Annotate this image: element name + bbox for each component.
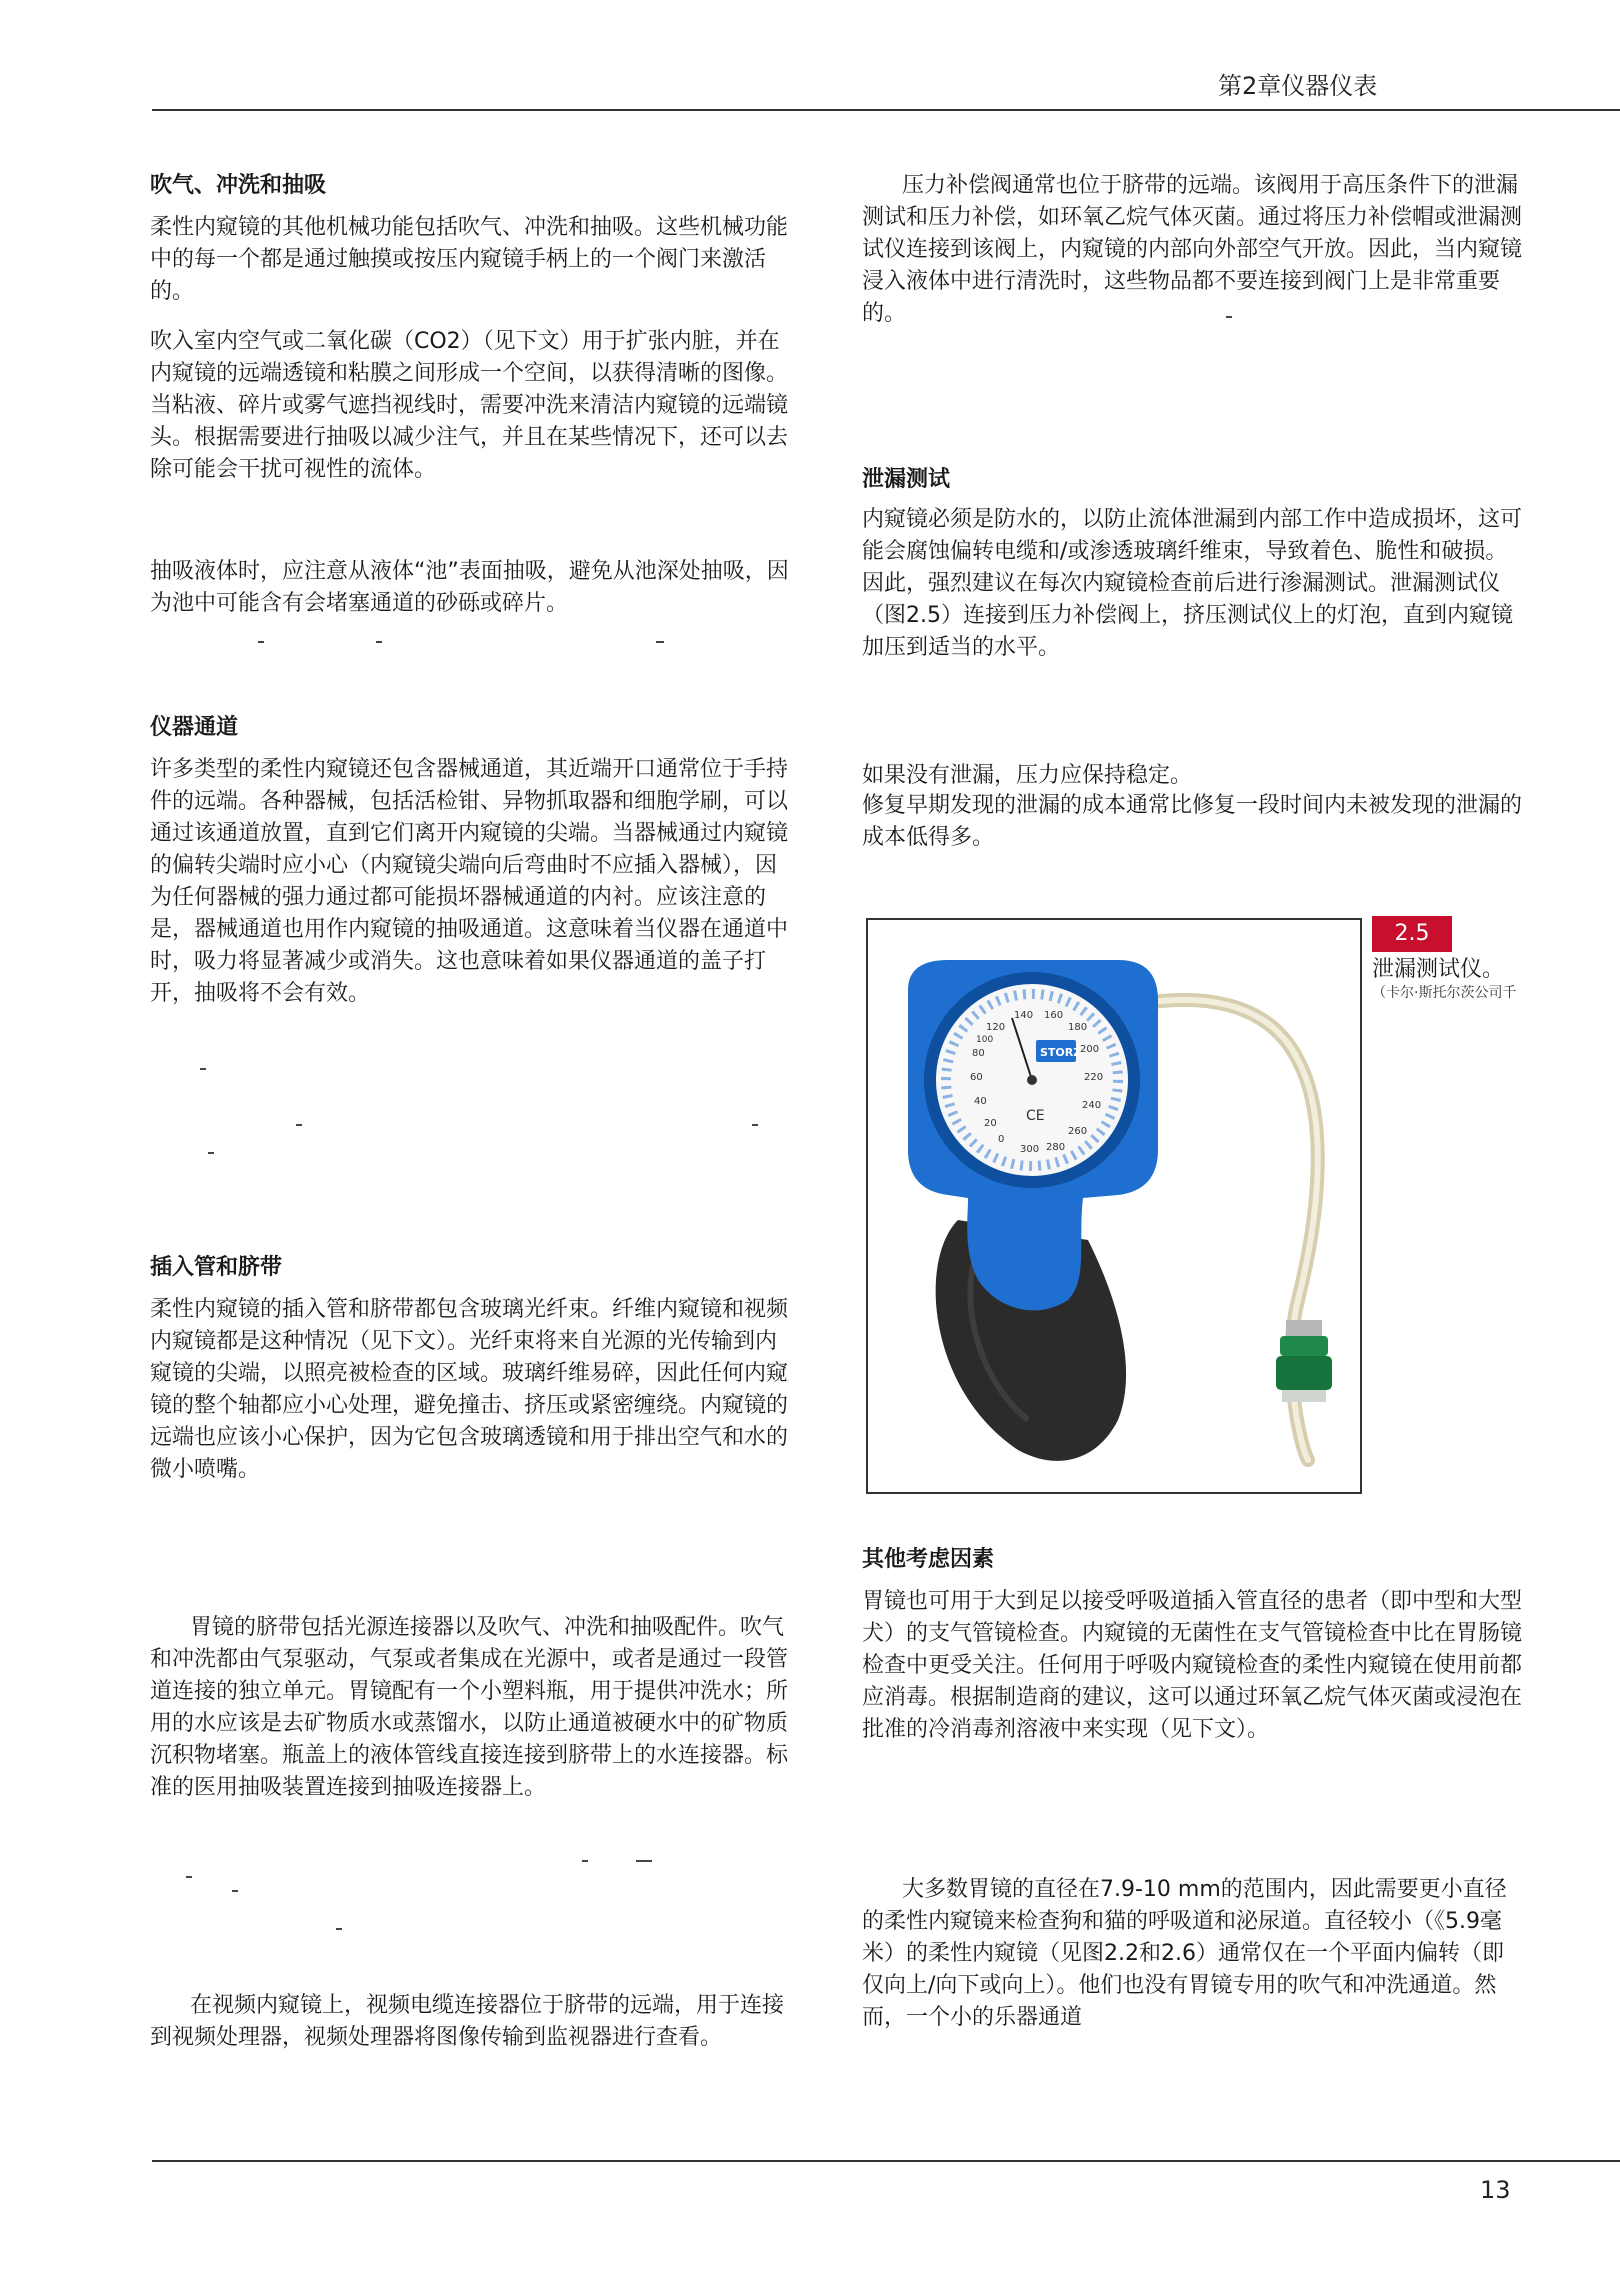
scan-speck xyxy=(656,641,664,643)
scan-speck xyxy=(296,1124,302,1126)
paragraph: 压力补偿阀通常也位于脐带的远端。该阀用于高压条件下的泄漏测试和压力补偿，如环氧乙烷气体灭菌。通过将压力补偿帽或泄漏测试仪连接到该阀上，内窥镜的内部向外部空气开放。因此，当内窥镜浸入液体中进行清洗时，这些物品都不要连接到阀门上是非常重要的。 xyxy=(862,173,1523,326)
gauge-number: 200 xyxy=(1080,1044,1100,1055)
tester-connector xyxy=(1276,1320,1332,1402)
figure-credit: （卡尔·斯托尔茨公司千 xyxy=(1372,985,1517,1001)
figure-frame xyxy=(866,918,1362,1494)
paragraph: 内窥镜必须是防水的，以防止流体泄漏到内部工作中造成损坏，这可能会腐蚀偏转电缆和/或渗透玻璃纤维束，导致着色、脆性和破损。因此，强烈建议在每次内窥镜检查前后进行渗漏测试。泄漏测试仪（图2.5）连接到压力补偿阀上，挤压测试仪上的灯泡，直到内窥镜加压到适当的水平。 xyxy=(862,507,1523,660)
gauge-number: 60 xyxy=(970,1072,983,1083)
scan-speck xyxy=(186,1876,192,1878)
gauge-number: 260 xyxy=(1068,1126,1088,1137)
heading-insertion-tube: 插入管和脐带 xyxy=(150,1255,283,1280)
paragraph: 大多数胃镜的直径在7.9-10 mm的范围内，因此需要更小直径的柔性内窥镜来检查狗和猫的呼吸道和泌尿道。直径较小（《5.9毫米）的柔性内窥镜（见图2.2和2.6）通常仅在一个平面内偏转（即仅向上/向下或向上）。他们也没有胃镜专用的吹气和冲洗通道。然而，一个小的乐器通道 xyxy=(862,1877,1507,2030)
scan-speck xyxy=(232,1890,238,1892)
scan-speck xyxy=(752,1124,758,1126)
scan-speck xyxy=(636,1860,652,1862)
figure-caption: 泄漏测试仪。 xyxy=(1372,957,1505,982)
gauge-number: 80 xyxy=(972,1048,985,1059)
paragraph: 胃镜的脐带包括光源连接器以及吹气、冲洗和抽吸配件。吹气和冲洗都由气泵驱动，气泵或者集成在光源中，或者是通过一段管道连接的独立单元。胃镜配有一个小塑料瓶，用于提供冲洗水；所用的水应该是去矿物质水或蒸馏水，以防止通道被硬水中的矿物质沉积物堵塞。瓶盖上的液体管线直接连接到脐带上的水连接器。标准的医用抽吸装置连接到抽吸连接器上。 xyxy=(150,1615,789,1800)
gauge-number: 300 xyxy=(1020,1144,1040,1155)
gauge-ce-mark: CE xyxy=(1026,1108,1045,1124)
heading-insufflation: 吹气、冲洗和抽吸 xyxy=(150,173,327,198)
paragraph: 抽吸液体时，应注意从液体“池”表面抽吸，避免从池深处抽吸，因为池中可能含有会堵塞通道的砂砾或碎片。 xyxy=(150,559,789,616)
gauge-number: 220 xyxy=(1084,1072,1104,1083)
paragraph: 在视频内窥镜上，视频电缆连接器位于脐带的远端，用于连接到视频处理器，视频处理器将图像传输到监视器进行查看。 xyxy=(150,1993,785,2050)
paragraph: 修复早期发现的泄漏的成本通常比修复一段时间内未被发现的泄漏的成本低得多。 xyxy=(862,793,1523,850)
gauge-number: 120 xyxy=(986,1022,1006,1033)
gauge-number: 140 xyxy=(1014,1010,1034,1021)
gauge-number: 40 xyxy=(974,1096,987,1107)
gauge-number: 240 xyxy=(1082,1100,1102,1111)
paragraph: 吹入室内空气或二氧化碳（CO2）（见下文）用于扩张内脏，并在内窥镜的远端透镜和粘膜之间形成一个空间，以获得清晰的图像。当粘液、碎片或雾气遮挡视线时，需要冲洗来清洁内窥镜的远端镜头。根据需要进行抽吸以减少注气，并且在某些情况下，还可以去除可能会干扰可视性的流体。 xyxy=(150,329,789,482)
gauge-number: 280 xyxy=(1046,1142,1066,1153)
figure-badge: 2.5 xyxy=(1372,916,1452,952)
scan-speck xyxy=(208,1152,214,1154)
heading-leak-testing: 泄漏测试 xyxy=(862,467,951,492)
scan-speck xyxy=(200,1068,206,1070)
scan-speck xyxy=(582,1860,588,1862)
header-rule xyxy=(152,109,1620,111)
heading-instrument-channel: 仪器通道 xyxy=(150,715,239,740)
leak-tester-image xyxy=(868,920,1360,1492)
gauge-number: 0 xyxy=(998,1134,1005,1145)
page-header-title: 第2章仪器仪表 xyxy=(1218,72,1378,100)
gauge-brand: STORZ xyxy=(1040,1046,1082,1059)
scan-speck xyxy=(336,1928,342,1930)
paragraph: 如果没有泄漏，压力应保持稳定。 xyxy=(862,763,1193,788)
heading-other-considerations: 其他考虑因素 xyxy=(862,1547,995,1572)
gauge-number: 20 xyxy=(984,1118,997,1129)
paragraph: 柔性内窥镜的插入管和脐带都包含玻璃光纤束。纤维内窥镜和视频内窥镜都是这种情况（见下文）。光纤束将来自光源的光传输到内窥镜的尖端，以照亮被检查的区域。玻璃纤维易碎，因此任何内窥镜的整个轴都应小心处理，避免撞击、挤压或紧密缠绕。内窥镜的远端也应该小心保护，因为它包含玻璃透镜和用于排出空气和水的微小喷嘴。 xyxy=(150,1297,789,1482)
paragraph: 许多类型的柔性内窥镜还包含器械通道，其近端开口通常位于手持件的远端。各种器械，包括活检钳、异物抓取器和细胞学刷，可以通过该通道放置，直到它们离开内窥镜的尖端。当器械通过内窥镜的偏转尖端时应小心（内窥镜尖端向后弯曲时不应插入器械），因为任何器械的强力通过都可能损坏器械通道的内衬。应该注意的是，器械通道也用作内窥镜的抽吸通道。这意味着当仪器在通道中时，吸力将显著减少或消失。这也意味着如果仪器通道的盖子打开，抽吸将不会有效。 xyxy=(150,757,789,1006)
paragraph: 柔性内窥镜的其他机械功能包括吹气、冲洗和抽吸。这些机械功能中的每一个都是通过触摸或按压内窥镜手柄上的一个阀门来激活的。 xyxy=(150,215,789,304)
footer-rule xyxy=(152,2160,1620,2162)
scan-speck xyxy=(258,641,264,643)
gauge-number: 160 xyxy=(1044,1010,1064,1021)
gauge-number: 180 xyxy=(1068,1022,1088,1033)
page-number: 13 xyxy=(1480,2176,1511,2204)
scan-speck xyxy=(376,641,382,643)
paragraph: 胃镜也可用于大到足以接受呼吸道插入管直径的患者（即中型和大型犬）的支气管镜检查。内窥镜的无菌性在支气管镜检查中比在胃肠镜检查中更受关注。任何用于呼吸内窥镜检查的柔性内窥镜在使用前都应消毒。根据制造商的建议，这可以通过环氧乙烷气体灭菌或浸泡在批准的冷消毒剂溶液中来实现（见下文）。 xyxy=(862,1589,1523,1742)
gauge-number: 100 xyxy=(976,1035,994,1045)
scan-speck xyxy=(1226,316,1232,318)
